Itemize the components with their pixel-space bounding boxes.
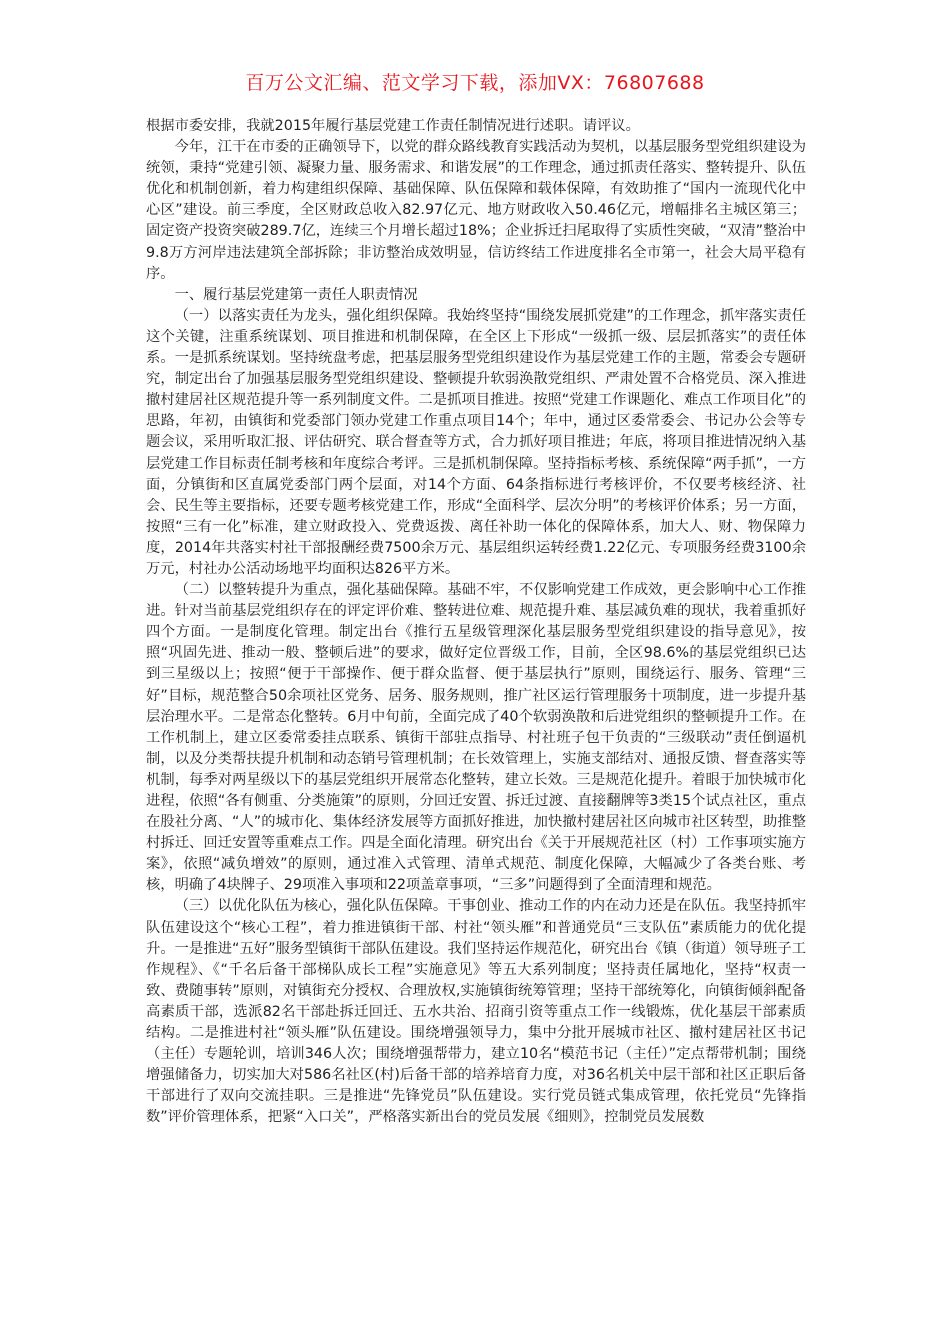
paragraph-organization-guarantee: （一）以落实责任为龙头，强化组织保障。我始终坚持“围绕发展抓党建”的工作理念，抓牢落实责任这个关键，注重系统谋划、项目推进和机制保障，在全区上下形成“一级抓一级、层层抓落实”的责任体系。一是抓系统谋划。坚持统盘考虑，把基层服务型党组织建设作为基层党建工作的主题，常委会专题研究，制定出台了加强基层服务型党组织建设、整顿提升软弱涣散党组织、严肃处置不合格党员、深入推进撤村建居社区规范提升等一系列制度文件。二是抓项目推进。按照“党建工作课题化、难点工作项目化”的思路，年初，由镇街和党委部门领办党建工作重点项目14个；年中，通过区委常委会、书记办公会等专题会议，采用听取汇报、评估研究、联合督查等方式，合力抓好项目推进；年底，将项目推进情况纳入基层党建工作目标责任制考核和年度综合考评。三是抓机制保障。坚持指标考核、系统保障“两手抓”，一方面，分镇街和区直属党委部门两个层面，对14个方面、64条指标进行考核评价，不仅要考核经济、社会、民生等主要指标，还要专题考核党建工作，形成“全面科学、层次分明”的考核评价体系；另一方面，按照“三有一化”标准，建立财政投入、党费返拨、离任补助一体化的保障体系，加大人、财、物保障力度，2014年共落实村社干部报酬经费7500余万元、基层组织运转经费1.22亿元、专项服务经费3100余万元，村社办公活动场地平均面积达826平方米。 bbox=[146, 307, 806, 577]
paragraph-overview: 今年，江干在市委的正确领导下，以党的群众路线教育实践活动为契机，以基层服务型党组织建设为统领，秉持“党建引领、凝聚力量、服务需求、和谐发展”的工作理念，通过抓责任落实、整转提升、队伍优化和机制创新，着力构建组织保障、基础保障、队伍保障和载体保障，有效助推了“国内一流现代化中心区”建设。前三季度，全区财政总收入82.97亿元、地方财政收入50.46亿元，增幅排名主城区第三；固定资产投资突破289.7亿，连续三个月增长超过18%；企业拆迁扫尾取得了实质性突破，“双清”整治中9.8万方河岸违法建筑全部拆除；非访整治成效明显，信访终结工作进度排名全市第一，社会大局平稳有序。 bbox=[146, 139, 806, 282]
paragraph-team-guarantee: （三）以优化队伍为核心，强化队伍保障。干事创业、推动工作的内在动力还是在队伍。我坚持抓牢队伍建设这个“核心工程”，着力推进镇街干部、村社“领头雁”和普通党员“三支队伍”素质能力的优化提升。一是推进“五好”服务型镇街干部队伍建设。我们坚持运作规范化，研究出台《镇（街道）领导班子工作规程》、《“千名后备干部梯队成长工程”实施意见》等五大系列制度；坚持责任属地化，坚持“权责一致、费随事转”原则，对镇街充分授权、合理放权,实施镇街统筹管理；坚持干部统筹化，向镇街倾斜配备高素质干部，选派82名干部赴拆迁回迁、五水共治、招商引资等重点工作一线锻炼，优化基层干部素质结构。二是推进村社“领头雁”队伍建设。围绕增强领导力，集中分批开展城市社区、撤村建居社区书记（主任）专题轮训，培训346人次；围绕增强帮带力，建立10名“模范书记（主任）”定点帮带机制；围绕增强储备力，切实加大对586名社区(村)后备干部的培养培育力度，对36名机关中层干部和社区正职后备干部进行了双向交流挂职。三是推进“先锋党员”队伍建设。实行党员链式集成管理，依托党员“先锋指数”评价管理体系，把紧“入口关”，严格落实新出台的党员发展《细则》，控制党员发展数 bbox=[146, 898, 806, 1126]
section-heading: 一、履行基层党建第一责任人职责情况 bbox=[174, 286, 418, 303]
document-body bbox=[146, 116, 806, 1129]
opening-line: 根据市委安排，我就2015年履行基层党建工作责任制情况进行述职。请评议。 bbox=[146, 118, 640, 134]
paragraph-foundation-guarantee: （二）以整转提升为重点，强化基础保障。基础不牢，不仅影响党建工作成效，更会影响中心工作推进。针对当前基层党组织存在的评定评价难、整转进位难、规范提升难、基层减负难的现状，我着重抓好四个方面。一是制度化管理。制定出台《推行五星级管理深化基层服务型党组织建设的指导意见》，按照“巩固先进、推动一般、整顿后进”的要求，做好定位晋级工作，目前，全区98.6%的基层党组织已达到三星级以上；按照“便于干部操作、便于群众监督、便于基层执行”原则，围绕运行、服务、管理“三好”目标，规范整合50余项社区党务、居务、服务规则，推广社区运行管理服务十项制度，进一步提升基层治理水平。二是常态化整转。6月中旬前，全面完成了40个软弱涣散和后进党组织的整顿提升工作。在工作机制上，建立区委常委挂点联系、镇街干部驻点指导、村社班子包干负责的“三级联动”责任倒逼机制，以及分类帮扶提升机制和动态销号管理机制；在长效管理上，实施支部结对、通报反馈、督查落实等机制，每季对两星级以下的基层党组织开展常态化整转，建立长效。三是规范化提升。着眼于加快城市化进程，依照“各有侧重、分类施策”的原则，分回迁安置、拆迁过渡、直接翻牌等3类15个试点社区，重点在股社分离、“人”的城市化、集体经济发展等方面抓好推进，加快撤村建居社区向城市社区转型，助推整村拆迁、回迁安置等重难点工作。四是全面化清理。研究出台《关于开展规范社区（村）工作事项实施方案》，依照“减负增效”的原则，通过准入式管理、清单式规范、制度化保障，大幅减少了各类台账、考核，明确了4块牌子、29项准入事项和22项盖章事项，“三多”问题得到了全面清理和规范。 bbox=[146, 582, 806, 894]
promo-banner: 百万公文汇编、范文学习下载，添加VX：76807688 bbox=[245, 72, 705, 94]
